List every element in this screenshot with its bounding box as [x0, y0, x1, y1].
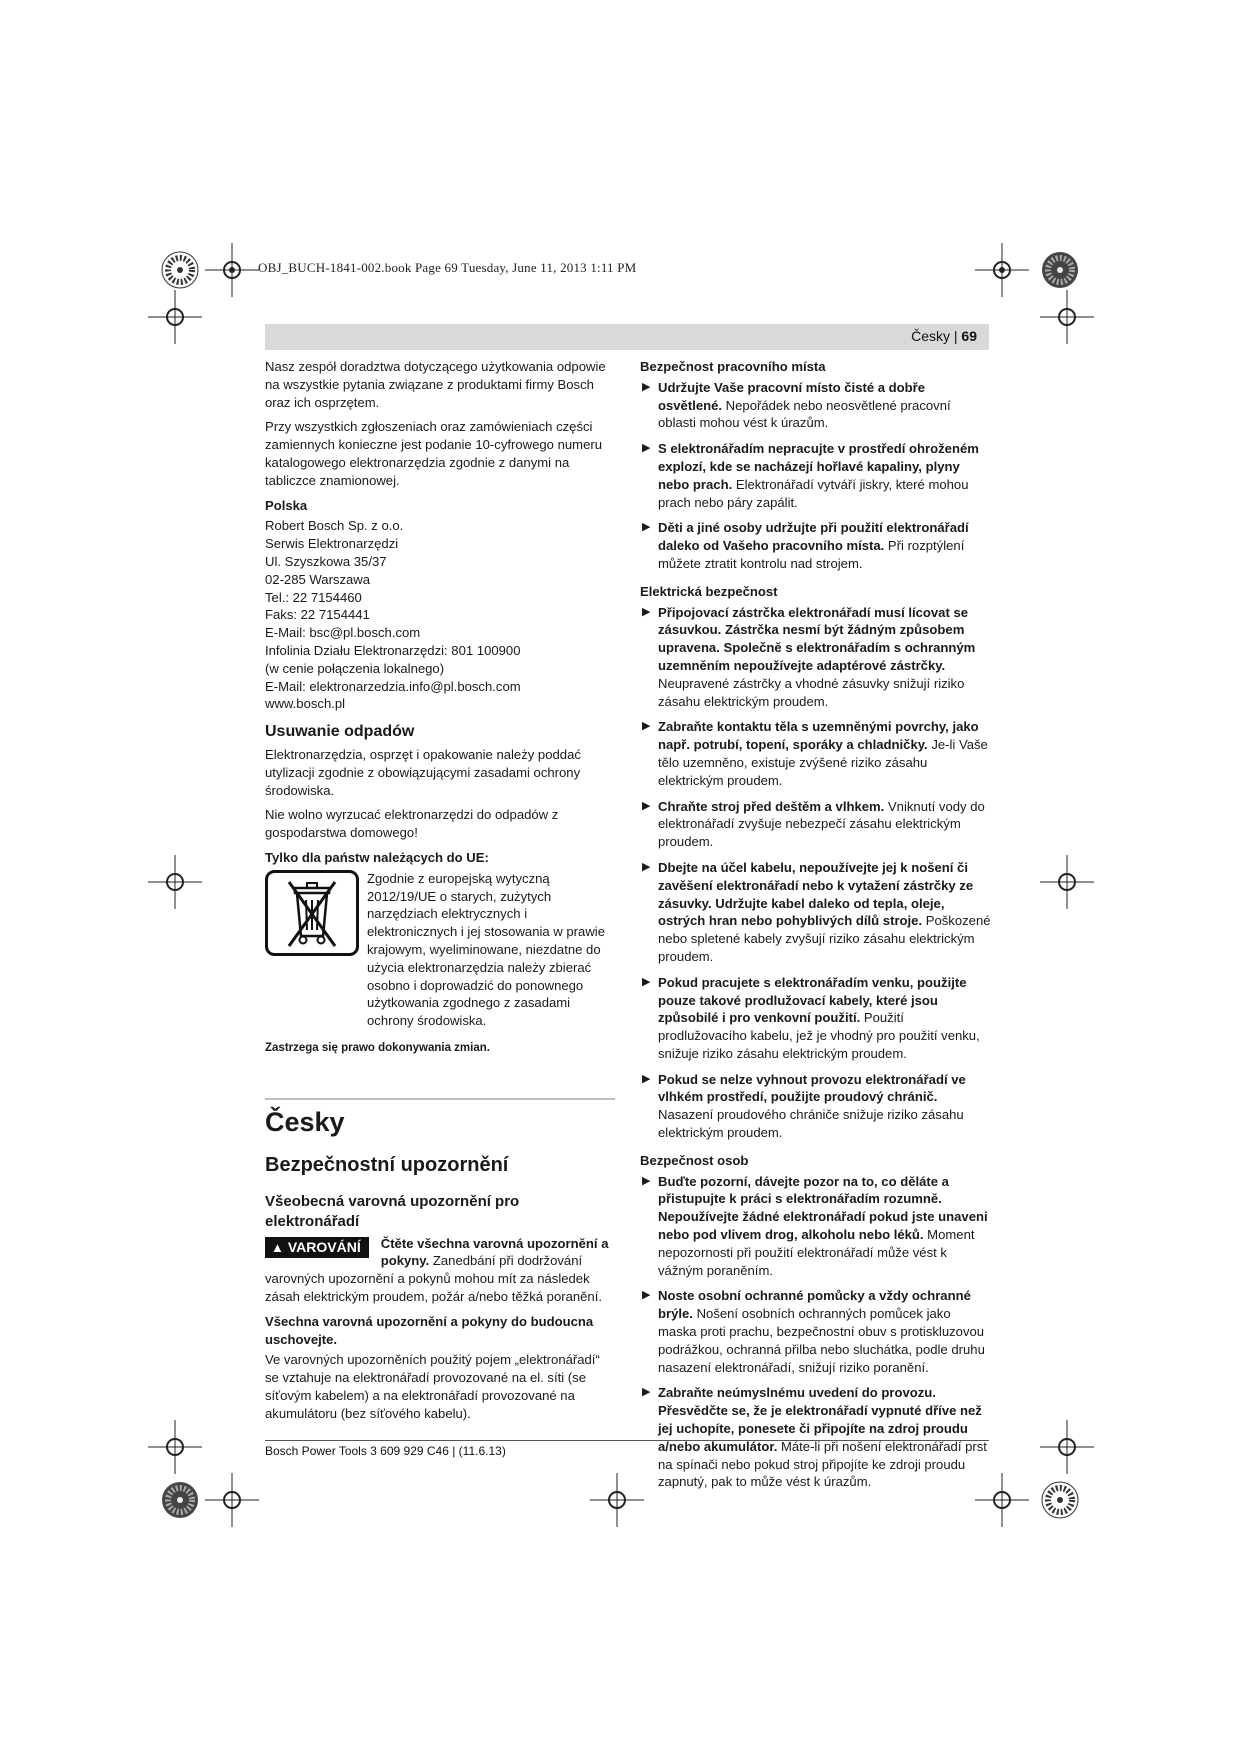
address-line: Ul. Szyszkowa 35/37	[265, 553, 387, 569]
warning-triangle-icon: ▲	[271, 1239, 284, 1255]
work-area-heading: Bezpečnost pracovního místa	[640, 359, 826, 374]
personal-safety-heading: Bezpečnost osob	[640, 1152, 749, 1168]
left-column	[265, 358, 615, 1430]
list-item	[640, 604, 992, 711]
page-header-bar	[265, 324, 989, 350]
print-info-line: OBJ_BUCH-1841-002.book Page 69 Tuesday, June 11, 2013 1:11 PM	[258, 260, 637, 275]
triangle-right-icon: ▶	[642, 442, 651, 455]
list-item	[640, 519, 992, 572]
item-text: Vniknutí vody do elektronářadí zvyšuje nebezpečí zásahu elektrickým proudem.	[658, 798, 985, 850]
header-separator: |	[953, 328, 958, 344]
triangle-right-icon: ▶	[642, 380, 651, 393]
item-bold: Noste osobní ochranné pomůcky a vždy ochranné brýle.	[658, 1288, 971, 1322]
item-bold: Buďte pozorní, dávejte pozor na to, co děláte a přistupujte k práci s elektronářadím rozumně. Nepoužívejte žádné elektronářadí pokud jste unaveni nebo pod vlivem drog, alkoholu nebo léků.	[658, 1173, 988, 1243]
disposal-heading: Usuwanie odpadów	[265, 723, 415, 741]
right-column	[640, 358, 992, 1499]
header-section: Česky	[911, 328, 950, 344]
triangle-right-icon: ▶	[642, 1289, 651, 1302]
triangle-right-icon: ▶	[642, 605, 651, 618]
eu-heading: Tylko dla państw należących do UE:	[265, 849, 489, 865]
triangle-right-icon: ▶	[642, 521, 651, 534]
address-line: Tel.: 22 7154460	[265, 589, 362, 605]
item-bold: Připojovací zástrčka elektronářadí musí lícovat se zásuvkou. Zástrčka nesmí být žádným způsobem upravena. Společně s elektronářadím s ochranným uzemněním nepoužívejte adaptérové zástrčky.	[658, 604, 976, 673]
list-item	[640, 859, 992, 966]
item-text: Poškozené nebo spletené kabely zvyšují riziko zásahu elektrickým proudem.	[658, 913, 991, 964]
address-line: E-Mail: elektronarzedzia.info@pl.bosch.com	[265, 678, 521, 694]
registration-mark-icon	[205, 1473, 259, 1527]
registration-mark-icon	[205, 243, 259, 297]
item-bold: Pokud pracujete s elektronářadím venku, použijte pouze takové prodlužovací kabely, které jsou způsobilé i pro venkovní použití.	[658, 974, 967, 1026]
item-text: Nošení osobních ochranných pomůcek jako maska proti prachu, bezpečnostní obuv s protiskluzovou podrážkou, ochranná přilba nebo sluchátka, podle druhu nasazení elektronářadí, snižují riziko poranění.	[658, 1306, 985, 1375]
item-bold: S elektronářadím nepracujte v prostředí ohroženém explozí, kde se nacházejí hořlavé kapaliny, plyny nebo prach.	[658, 441, 979, 492]
registration-mark-icon	[1030, 1470, 1090, 1530]
item-text: Máte-li při nošení elektronářadí prst na spínači nebo pokud stroj připojíte ke zdroji proudu zapnutý, pak to může vést k úrazům.	[658, 1438, 987, 1490]
term-paragraph: Ve varovných upozorněních použitý pojem „elektronářadí“ se vztahuje na elektronářadí provozované na el. síti (se síťovým kabelem) a na elektronářadí provozované na akumulátoru (bez síťového kabelu).	[265, 1352, 600, 1421]
registration-mark-icon	[148, 290, 202, 344]
list-item	[640, 1384, 992, 1491]
item-text: Neupravené zástrčky a vhodné zásuvky snižují riziko zásahu elektrickým proudem.	[658, 675, 965, 709]
list-item	[640, 1173, 992, 1280]
crossed-bin-icon	[265, 870, 359, 956]
address-line: E-Mail: bsc@pl.bosch.com	[265, 625, 421, 641]
general-warnings-heading: Všeobecná varovná upozornění pro elektronářadí	[265, 1192, 520, 1230]
warning-paragraph	[265, 1235, 615, 1306]
safety-title: Bezpečnostní upozornění	[265, 1153, 509, 1176]
registration-mark-icon	[148, 855, 202, 909]
list-item	[640, 1071, 992, 1142]
disposal-paragraph: Nie wolno wyrzucać elektronarzędzi do odpadów z gospodarstwa domowego!	[265, 807, 559, 841]
disposal-paragraph: Elektronarzędzia, osprzęt i opakowanie należy poddać utylizacji zgodnie z obowiązującymi zasadami ochrony środowiska.	[265, 746, 581, 798]
warning-badge	[265, 1237, 369, 1259]
warning-bold-text: Čtěte všechna varovná upozornění a pokyny.	[380, 1235, 609, 1269]
triangle-right-icon: ▶	[642, 1174, 651, 1187]
address-line: (w cenie połączenia lokalnego)	[265, 660, 445, 676]
page-number: 69	[961, 328, 977, 344]
item-bold: Dbejte na účel kabelu, nepoužívejte jej k nošení či zavěšení elektronářadí nebo k vytažení zástrčky ze zásuvky. Udržujte kabel daleko od tepla, oleje, ostrých hran nebo pohyblivých dílů stroje.	[658, 859, 974, 929]
item-bold: Udržujte Vaše pracovní místo čisté a dobře osvětlené.	[658, 379, 926, 413]
triangle-right-icon: ▶	[642, 1386, 651, 1399]
item-text: Použití prodlužovacího kabelu, jež je vhodný pro použití venku, snižuje riziko zásahu elektrickým proudem.	[658, 1010, 980, 1061]
footer-divider	[265, 1440, 989, 1441]
polska-heading: Polska	[265, 497, 308, 513]
warning-text: Zanedbání při dodržování varovných upozornění a pokynů mohou mít za následek zásah elektrickým proudem, požár a/nebo těžká poranění.	[265, 1253, 602, 1305]
list-item	[640, 440, 992, 511]
triangle-right-icon: ▶	[642, 975, 651, 988]
intro-paragraph: Przy wszystkich zgłoszeniach oraz zamówieniach części zamiennych konieczne jest podanie 10-cyfrowego numeru katalogowego elektronarzędzia zgodnie z danymi na tabliczce znamionowej.	[265, 419, 602, 488]
registration-mark-icon	[975, 243, 1029, 297]
triangle-right-icon: ▶	[642, 799, 651, 812]
item-text: Při rozptýlení můžete ztratit kontrolu nad strojem.	[658, 538, 965, 571]
list-item	[640, 798, 992, 851]
list-item	[640, 379, 992, 432]
address-line: Robert Bosch Sp. z o.o.	[265, 518, 404, 534]
address-line: 02-285 Warszawa	[265, 571, 371, 587]
address-line: www.bosch.pl	[265, 696, 346, 712]
keep-instructions-heading: Všechna varovná upozornění a pokyny do budoucna uschovejte.	[265, 1313, 594, 1347]
triangle-right-icon: ▶	[642, 860, 651, 873]
registration-mark-icon	[150, 1470, 210, 1530]
triangle-right-icon: ▶	[642, 1072, 651, 1085]
registration-mark-icon	[148, 1420, 202, 1474]
item-bold: Děti a jiné osoby udržujte při použití elektronářadí daleko od Vašeho pracovního místa.	[658, 520, 969, 554]
item-bold: Chraňte stroj před deštěm a vlhkem.	[658, 798, 885, 814]
weee-block	[265, 870, 615, 1030]
item-text: Moment nepozornosti při použití elektronářadí může vést k vážným poraněním.	[658, 1227, 975, 1278]
czech-section-title: Česky	[265, 1098, 615, 1138]
address-line: Faks: 22 7154441	[265, 607, 370, 623]
item-bold: Zabraňte neúmyslnému uvedení do provozu. Přesvědčte se, že je elektronářadí vypnuté dříve než jej uchopíte, ponesete či připojíte na zdroj proudu a/nebo akumulátor.	[658, 1385, 982, 1454]
address-block	[265, 517, 615, 713]
intro-paragraph: Nasz zespół doradztwa dotyczącego użytkowania odpowie na wszystkie pytania związane z produktami firmy Bosch oraz ich osprzętem.	[265, 359, 606, 410]
item-bold: Zabraňte kontaktu těla s uzemněnými povrchy, jako např. potrubí, topení, sporáky a chladničky.	[658, 719, 979, 753]
triangle-right-icon: ▶	[642, 720, 651, 733]
list-item	[640, 974, 992, 1063]
item-bold: Pokud se nelze vyhnout provozu elektronářadí ve vlhkém prostředí, použijte proudový chránič.	[658, 1071, 966, 1105]
address-line: Serwis Elektronarzędzi	[265, 536, 399, 552]
footer-text: Bosch Power Tools 3 609 929 C46 | (11.6.13)	[265, 1444, 506, 1458]
list-item	[640, 1287, 992, 1376]
registration-mark-icon	[1040, 1420, 1094, 1474]
item-text: Nasazení proudového chrániče snižuje riziko zásahu elektrickým proudem.	[658, 1107, 964, 1141]
item-text: Elektronářadí vytváří jiskry, které mohou prach nebo páry zapálit.	[658, 476, 969, 510]
item-text: Je-li Vaše tělo uzemněno, existuje zvýšené riziko zásahu elektrickým proudem.	[658, 737, 988, 788]
registration-mark-icon	[1040, 290, 1094, 344]
warning-badge-label: VAROVÁNÍ	[287, 1238, 361, 1255]
changes-note: Zastrzega się prawo dokonywania zmian.	[265, 1041, 490, 1054]
item-text: Nepořádek nebo neosvětlené pracovní oblasti mohou vést k úrazům.	[658, 397, 951, 431]
page-header-label	[911, 328, 977, 344]
registration-mark-icon	[590, 1473, 644, 1527]
list-item	[640, 718, 992, 789]
electrical-safety-heading: Elektrická bezpečnost	[640, 583, 778, 599]
weee-text: Zgodnie z europejską wytyczną 2012/19/UE o starych, zużytych narzędziach elektrycznych i elektronicznych i jej stosowania w prawie krajowym, wyeliminowane, niezdatne do użycia elektronarzędzia należy zbierać osobno i doprowadzić do ponownego użytkowania zgodnego z zasadami ochrony środowiska.	[367, 870, 605, 1029]
address-line: Infolinia Działu Elektronarzędzi: 801 100900	[265, 642, 521, 658]
registration-mark-icon	[1040, 855, 1094, 909]
